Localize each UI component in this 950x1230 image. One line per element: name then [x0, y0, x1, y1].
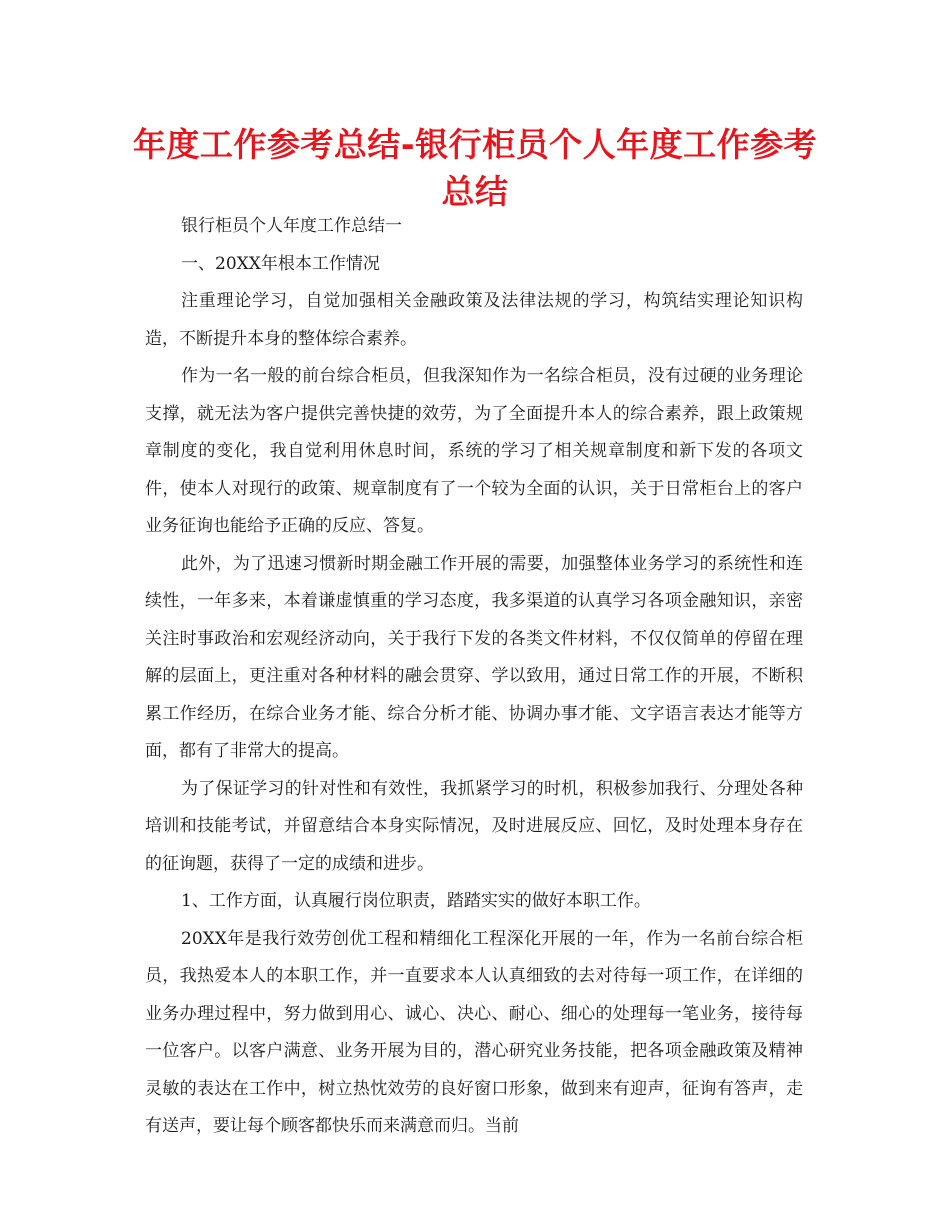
paragraph: 作为一名一般的前台综合柜员，但我深知作为一名综合柜员，没有过硬的业务理论支撑，就无法为客户提供完善快捷的效劳，为了全面提升本人的综合素养，跟上政策规章制度的变化，我自觉利用休息时间，系统的学习了相关规章制度和新下发的各项文件，使本人对现行的政策、规章制度有了一个较为全面的认识，关于日常柜台上的客户业务征询也能给予正确的反应、答复。 — [145, 366, 803, 536]
paragraph: 20XX年是我行效劳创优工程和精细化工程深化开展的一年，作为一名前台综合柜员，我热爱本人的本职工作，并一直要求本人认真细致的去对待每一项工作，在详细的业务办理过程中，努力做到用心、诚心、决心、耐心、细心的处理每一笔业务，接待每一位客户。以客户满意、业务开展为目的，潜心研究业务技能，把各项金融政策及精神灵敏的表达在工作中，树立热忱效劳的良好窗口形象，做到来有迎声，征询有答声，走有送声，要让每个顾客都快乐而来满意而归。当前 — [145, 928, 803, 1136]
document-body — [145, 208, 803, 1146]
document-title: 年度工作参考总结-银行柜员个人年度工作参考总结 — [132, 125, 818, 211]
paragraph: 注重理论学习，自觉加强相关金融政策及法律法规的学习，构筑结实理论知识构造，不断提升本身的整体综合素养。 — [145, 291, 803, 349]
numbered-item: 1、工作方面，认真履行岗位职责，踏踏实实的做好本职工作。 — [181, 891, 651, 911]
subsection-heading: 一、20XX年根本工作情况 — [181, 253, 380, 274]
paragraph: 此外，为了迅速习惯新时期金融工作开展的需要，加强整体业务学习的系统性和连续性，一年多来，本着谦虚慎重的学习态度，我多渠道的认真学习各项金融知识，亲密关注时事政治和宏观经济动向，关于我行下发的各类文件材料，不仅仅简单的停留在理解的层面上，更注重对各种材料的融会贯穿、学以致用，通过日常工作的开展，不断积累工作经历，在综合业务才能、综合分析才能、协调办事才能、文字语言表达才能等方面，都有了非常大的提高。 — [145, 553, 803, 761]
section-heading: 银行柜员个人年度工作总结一 — [181, 216, 402, 236]
paragraph: 为了保证学习的针对性和有效性，我抓紧学习的时机，积极参加我行、分理处各种培训和技能考试，并留意结合本身实际情况，及时进展反应、回忆，及时处理本身存在的征询题，获得了一定的成绩和进步。 — [145, 778, 803, 874]
